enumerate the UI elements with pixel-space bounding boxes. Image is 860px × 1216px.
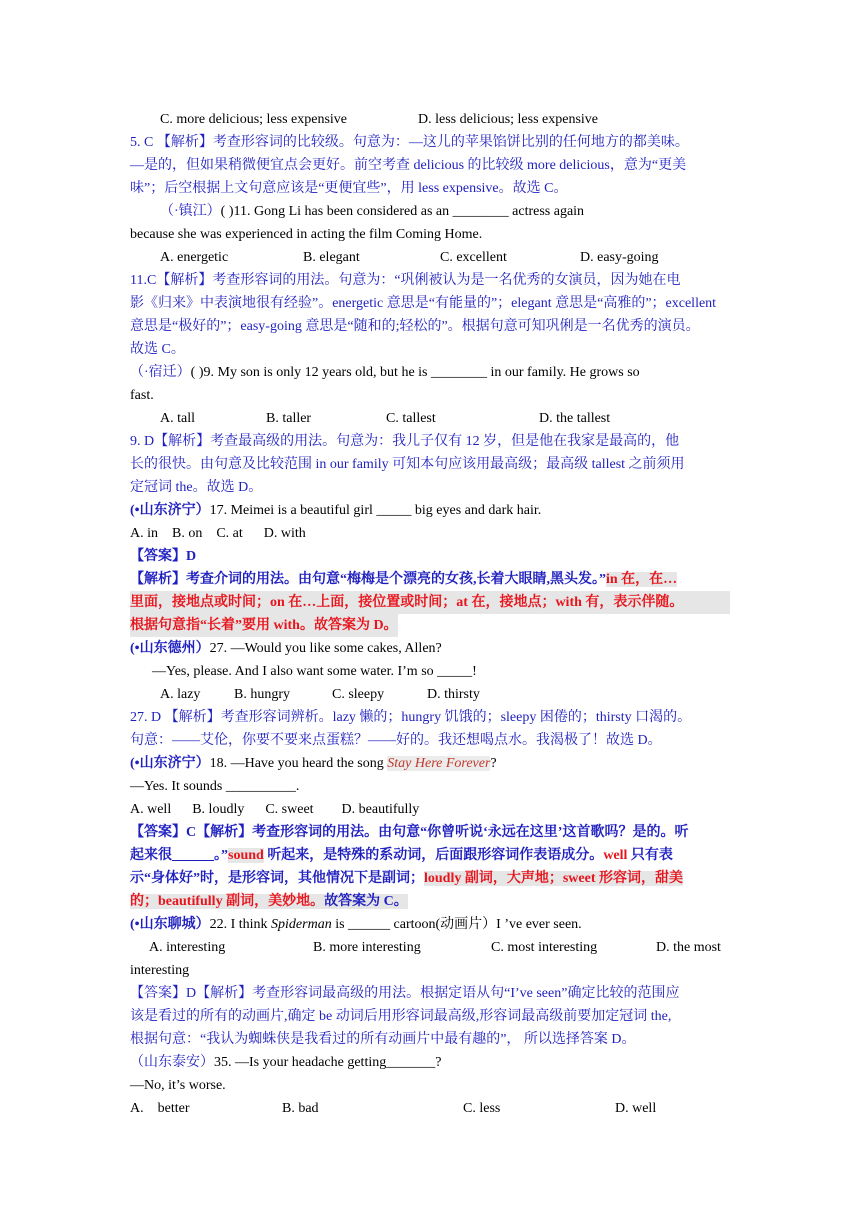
highlighted-note: well: [603, 848, 628, 863]
highlighted-note: 里面，接地点或时间；on 在…上面，接位置或时间；at 在，接地点；with 有，表示伴随。: [130, 591, 730, 614]
option-a: A. interesting: [149, 940, 226, 955]
question-text: 27. —Would you like some cakes, Allen?: [209, 641, 442, 656]
highlighted-note: loudly 副词，大声地；sweet 形容词，甜美: [424, 871, 683, 886]
question-line: fast.: [130, 388, 154, 403]
option-c: C. tallest: [386, 411, 436, 426]
analysis-line: 11.C【解析】考查形容词的用法。句意为：“巩俐被认为是一名优秀的女演员，因为她在电: [130, 273, 681, 288]
source-tag: (•山东德州）: [130, 641, 210, 656]
question-line: —No, it’s worse.: [130, 1078, 226, 1093]
option-b: B. more interesting: [313, 940, 421, 955]
options-line-q22: [130, 936, 730, 959]
analysis-line: 故选 C。: [130, 342, 185, 357]
source-tag: （·宿迁）: [130, 365, 191, 380]
analysis-text: 考查形容词的用法。由句意“你曾听说‘永远在这里’这首歌吗？是的。听: [252, 825, 689, 840]
analysis-line: 9. D【解析】考查最高级的用法。句意为：我儿子仅有 12 岁，但是他在我家是最高的，他: [130, 434, 680, 449]
option-d: D. the tallest: [539, 411, 611, 426]
options-line-q9: [130, 407, 730, 430]
question-text: 18. —Have you heard the song: [209, 756, 388, 771]
analysis-text: 起来很: [130, 848, 172, 863]
question-text: 17. Meimei is a beautiful girl _____ big eyes and dark hair.: [209, 503, 542, 518]
option-d: D. well: [615, 1101, 657, 1116]
option-b: B. taller: [266, 411, 312, 426]
document-page: [130, 108, 730, 1120]
highlighted-note: in 在，在…: [606, 572, 678, 587]
question-text: is ______ cartoon(动画片）I ’ve ever seen.: [331, 917, 582, 932]
analysis-line: 根据句意：“我认为蜘蛛侠是我看过的所有动画片中最有趣的”， 所以选择答案 D。: [130, 1032, 636, 1047]
question-text: ?: [490, 756, 497, 771]
option-continuation: interesting: [130, 963, 190, 978]
options-line-q35: [130, 1097, 730, 1120]
source-tag: （山东泰安）: [130, 1055, 214, 1070]
analysis-text: 只有表: [627, 848, 673, 863]
question-line-q9: [130, 361, 730, 384]
analysis-line: 味”；后空根据上文句意应该是“更便宜些”，用 less expensive。故选 C。: [130, 181, 568, 196]
analysis-text: 【解析】考查介词的用法。由句意“梅梅是个漂亮的女孩,长着大眼睛,黑头发。”: [130, 572, 606, 587]
options-line-q18: A. well B. loudly C. sweet D. beautifully: [130, 802, 420, 817]
question-text: 35. —Is your headache getting_______?: [214, 1055, 442, 1070]
analysis-line: [130, 890, 730, 913]
question-text: ( )11. Gong Li has been considered as an ________ actress again: [220, 204, 585, 219]
question-line-q17: [130, 499, 730, 522]
option-b: B. elegant: [303, 250, 360, 265]
analysis-line: [130, 844, 730, 867]
highlighted-note: sound: [228, 848, 264, 863]
analysis-text: 。”: [214, 848, 228, 863]
question-line-q35: [130, 1051, 730, 1074]
source-tag: （·镇江）: [160, 204, 221, 219]
options-line-q17: A. in B. on C. at D. with: [130, 526, 306, 541]
option-a: A. lazy: [160, 687, 201, 702]
highlighted-note: 根据句意指“长着”要用 with。故答案为 D。: [130, 614, 398, 637]
question-line: —Yes, please. And I also want some water. I’m so _____!: [152, 664, 477, 679]
blank: ______: [172, 848, 214, 863]
option-c: C. less: [463, 1101, 501, 1116]
analysis-line: —是的，但如果稍微便宜点会更好。前空考查 delicious 的比较级 more delicious，意为“更美: [130, 158, 687, 173]
question-text: ( )9. My son is only 12 years old, but he is ________ in our family. He grows so: [190, 365, 640, 380]
question-line-q22: [130, 913, 730, 936]
option-d: D. thirsty: [427, 687, 480, 702]
highlighted-note: 的；beautifully 副词，美妙地。: [130, 894, 325, 909]
option-d: D. the most: [656, 940, 721, 955]
analysis-text: 听起来，是特殊的系动词，后面跟形容词作表语成分。: [263, 848, 604, 863]
options-line-q5: [130, 108, 730, 131]
option-a: A. tall: [160, 411, 195, 426]
analysis-text: 故答案为 C。: [324, 894, 408, 909]
source-tag: (•山东济宁）: [130, 503, 210, 518]
analysis-line: [130, 568, 730, 591]
analysis-line: 定冠词 the。故选 D。: [130, 480, 263, 495]
analysis-line: [130, 867, 730, 890]
analysis-text: 示“身体好”时，是形容词，其他情况下是副词；: [130, 871, 424, 886]
question-line-q11: [130, 200, 730, 223]
question-line-q18: [130, 752, 730, 775]
question-text: 22. I think: [209, 917, 272, 932]
answer-line: 【答案】D: [130, 549, 197, 564]
question-line-q27: [130, 637, 730, 660]
option-c: C. more delicious; less expensive: [160, 112, 348, 127]
answer-line: [130, 821, 730, 844]
option-b: B. hungry: [234, 687, 290, 702]
options-line-q27: [130, 683, 730, 706]
option-a: A. better: [130, 1101, 190, 1116]
option-b: B. bad: [282, 1101, 319, 1116]
song-title: Stay Here Forever: [387, 756, 491, 771]
option-c: C. sleepy: [332, 687, 385, 702]
analysis-line: 意思是“极好的”；easy-going 意思是“随和的;轻松的”。根据句意可知巩俐是一名优秀的演员。: [130, 319, 700, 334]
option-c: C. excellent: [440, 250, 507, 265]
answer-text: 【答案】C【解析】: [130, 825, 253, 840]
option-d: D. easy-going: [580, 250, 659, 265]
options-line-q11: [130, 246, 730, 269]
analysis-line: 影《归来》中表演地很有经验”。energetic 意思是“有能量的”；elegant 意思是“高雅的”；excellent: [130, 296, 717, 311]
analysis-line: 【答案】D【解析】考查形容词最高级的用法。根据定语从句“I’ve seen”确定比较的范围应: [130, 986, 680, 1001]
option-a: A. energetic: [160, 250, 229, 265]
analysis-line: 长的很快。由句意及比较范围 in our family 可知本句应该用最高级；最高级 tallest 之前须用: [130, 457, 685, 472]
question-text: Spiderman: [271, 917, 332, 932]
question-line: because she was experienced in acting the film Coming Home.: [130, 227, 483, 242]
option-c: C. most interesting: [491, 940, 598, 955]
source-tag: (•山东济宁）: [130, 756, 210, 771]
question-line: —Yes. It sounds __________.: [130, 779, 300, 794]
analysis-line: 该是看过的所有的动画片,确定 be 动词后用形容词最高级,形容词最高级前要加定冠词 the,: [130, 1009, 672, 1024]
analysis-line: 27. D 【解析】考查形容词辨析。lazy 懒的；hungry 饥饿的；sleepy 困倦的；thirsty 口渴的。: [130, 710, 692, 725]
analysis-line: 句意：——艾伦，你要不要来点蛋糕？——好的。我还想喝点水。我渴极了！故选 D。: [130, 733, 662, 748]
option-d: D. less delicious; less expensive: [418, 112, 599, 127]
analysis-line: 5. C 【解析】考查形容词的比较级。句意为：—这儿的苹果馅饼比别的任何地方的都美味。: [130, 135, 689, 150]
source-tag: (•山东聊城）: [130, 917, 210, 932]
